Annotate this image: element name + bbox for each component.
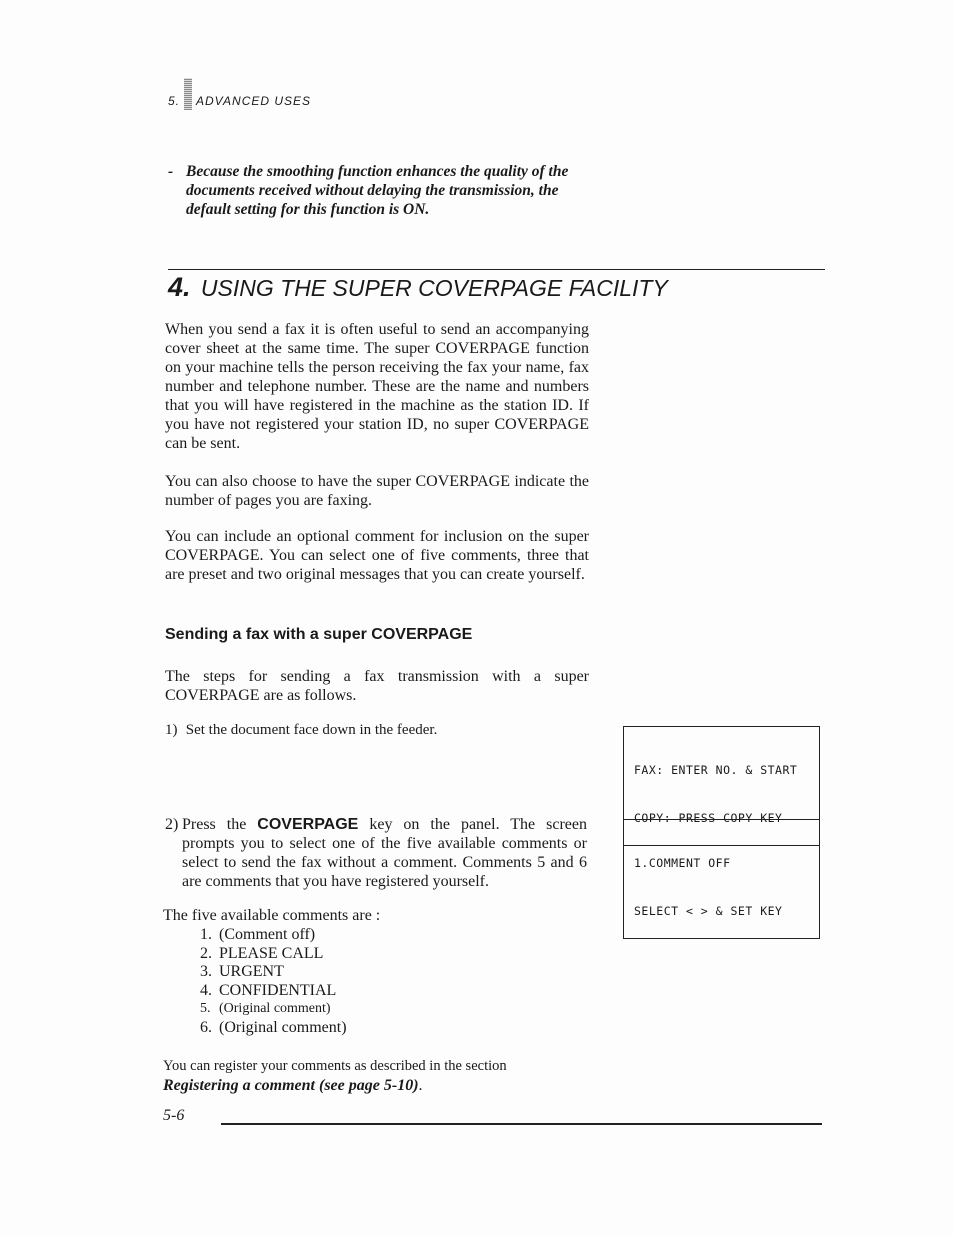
list-item-number: 2. bbox=[200, 944, 212, 962]
section-rule bbox=[168, 269, 825, 270]
lcd-2-line-1: 1.COMMENT OFF bbox=[634, 856, 731, 870]
lcd-screen-2 bbox=[623, 819, 820, 939]
page-number: 5-6 bbox=[163, 1107, 185, 1124]
list-item bbox=[200, 926, 347, 945]
section-title bbox=[168, 272, 668, 303]
header-bar-icon bbox=[184, 78, 192, 110]
list-item-number: 5. bbox=[200, 1001, 211, 1017]
paragraph-1: When you send a fax it is often useful to send an accompanying cover sheet at the same time. The super COVERPAGE function on your machine tells the person receiving the fax your name, fax number and telephone number. These are the name and numbers that you will have registered in the machine as the station ID. If you have not registered your station ID, no super COVERPAGE can be sent. bbox=[165, 321, 589, 452]
note bbox=[168, 162, 598, 219]
list-item bbox=[200, 1019, 347, 1038]
list-item bbox=[200, 963, 347, 982]
lcd-1-line-2: COPY: PRESS COPY KEY bbox=[634, 811, 783, 825]
step-2 bbox=[165, 815, 587, 891]
lcd-1-line-1: FAX: ENTER NO. & START bbox=[634, 763, 798, 777]
step-2-text-after: key on the panel. The screen prompts you to select one of the five available comments or select to send the fax without a comment. Comments 5 and 6 are comments that you have registered yourself. bbox=[182, 816, 587, 890]
list-item bbox=[200, 982, 347, 1001]
header-chapter: 5. bbox=[168, 94, 181, 108]
list-item-label: (Original comment) bbox=[219, 1001, 331, 1017]
section-title-text: USING THE SUPER COVERPAGE FACILITY bbox=[200, 275, 668, 301]
step-2-number: 2) bbox=[165, 816, 179, 833]
subsection-intro: The steps for sending a fax transmission with a super COVERPAGE are as follows. bbox=[165, 668, 589, 704]
footnote-text: You can register your comments as described in the section bbox=[163, 1058, 507, 1074]
list-item-label: (Comment off) bbox=[219, 926, 316, 943]
list-item-label: CONFIDENTIAL bbox=[219, 981, 337, 999]
list-item bbox=[200, 1000, 347, 1019]
list-item-number: 3. bbox=[200, 963, 212, 981]
paragraph-3: You can include an optional comment for inclusion on the super COVERPAGE. You can select one of five comments, three that are preset and two original messages that you can create yourself. bbox=[165, 528, 589, 583]
list-item-label: URGENT bbox=[219, 963, 284, 981]
step-2-text bbox=[182, 815, 587, 891]
step-1-number: 1) bbox=[165, 722, 178, 738]
lcd-2-line-2: SELECT < > & SET KEY bbox=[634, 904, 783, 918]
note-dash: - bbox=[168, 163, 174, 180]
header-title: ADVANCED USES bbox=[196, 94, 312, 108]
step-2-text-before: Press the bbox=[182, 816, 258, 833]
footnote-reference-line bbox=[163, 1076, 507, 1095]
list-item-label: PLEASE CALL bbox=[219, 944, 324, 962]
step-1 bbox=[165, 721, 587, 740]
subsection-title: Sending a fax with a super COVERPAGE bbox=[165, 626, 473, 643]
paragraph-2: You can also choose to have the super COVERPAGE indicate the number of pages you are faxing. bbox=[165, 473, 589, 509]
coverpage-key-label: COVERPAGE bbox=[257, 816, 359, 833]
footnote bbox=[163, 1057, 507, 1095]
footnote-reference: Registering a comment (see page 5-10) bbox=[163, 1077, 419, 1094]
comments-intro: The five available comments are : bbox=[163, 907, 381, 924]
section-number: 4. bbox=[168, 272, 191, 302]
list-item-number: 4. bbox=[200, 981, 212, 999]
step-1-text: Set the document face down in the feeder. bbox=[185, 722, 438, 738]
comments-list bbox=[200, 926, 347, 1038]
list-item bbox=[200, 945, 347, 964]
footnote-end: . bbox=[418, 1077, 423, 1094]
list-item-number: 6. bbox=[200, 1018, 212, 1036]
list-item-label: (Original comment) bbox=[219, 1018, 347, 1036]
footer-rule bbox=[221, 1123, 822, 1125]
note-text: Because the smoothing function enhances the quality of the documents received without delaying the transmission, the default setting for this function is ON. bbox=[186, 163, 569, 218]
list-item-number: 1. bbox=[200, 926, 212, 943]
running-header bbox=[168, 92, 311, 110]
